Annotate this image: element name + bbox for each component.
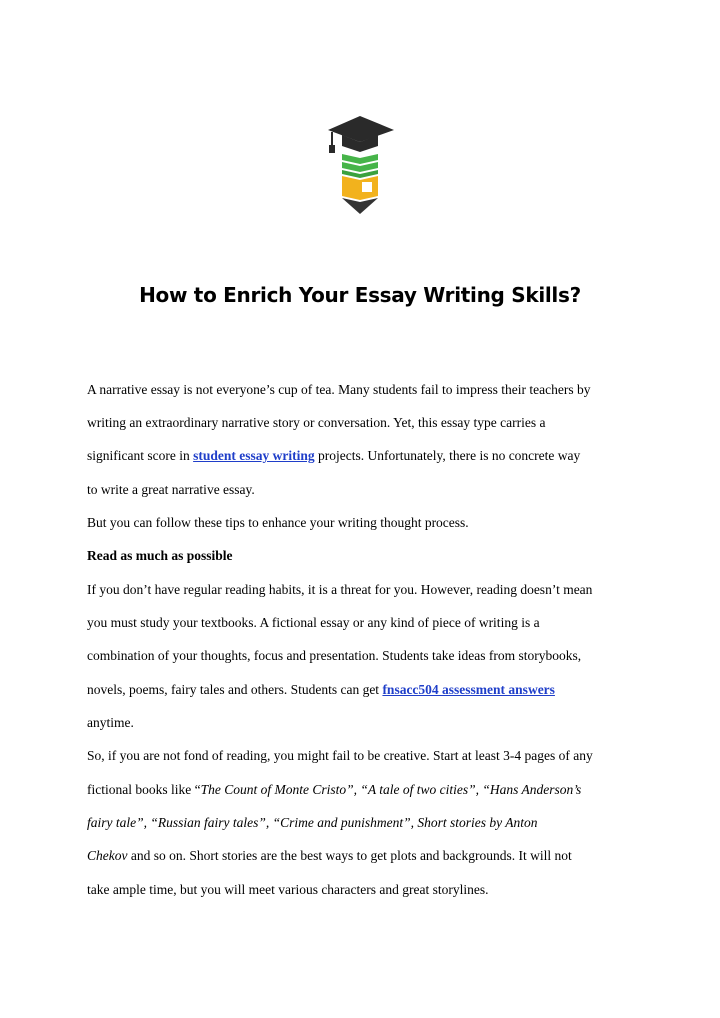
paragraph-3-line-3: combination of your thoughts, focus and presentation. Students take ideas from storybooks, [87,648,582,663]
fnsacc504-assessment-answers-link[interactable]: fnsacc504 assessment answers [382,682,555,697]
student-essay-writing-link[interactable]: student essay writing [193,448,315,463]
paragraph-1-line-1: A narrative essay is not everyone’s cup of tea. Many students fail to impress their teachers by [87,382,591,397]
text-span: and so on. Short stories are the best ways to get plots and backgrounds. It will not [127,848,572,863]
paragraph-3-line-5: anytime. [87,715,134,730]
paragraph-4-line-4 [87,848,572,864]
text-span: projects. Unfortunately, there is no concrete way [314,448,581,463]
section-heading: Read as much as possible [87,548,233,563]
text-span: significant score in [87,448,194,463]
paragraph-3-line-2: you must study your textbooks. A fictional essay or any kind of piece of writing is a [87,615,540,630]
italic-book-titles: The Count of Monte Cristo”, “A tale of two cities”, “Hans Anderson’s [200,782,582,797]
paragraph-4-line-3: fairy tale”, “Russian fairy tales”, “Crime and punishment”, Short stories by Anton [87,815,538,830]
paragraph-4-line-1: So, if you are not fond of reading, you might fail to be creative. Start at least 3-4 pages of any [87,748,593,763]
paragraph-3-line-4 [87,682,555,698]
paragraph-3-line-1: If you don’t have regular reading habits, it is a threat for you. However, reading doesn’t mean [87,582,593,597]
text-span: fictional books like “ [87,782,201,797]
graduation-pencil-logo-icon [318,110,398,214]
paragraph-1-line-3 [87,448,580,464]
italic-author-name: Chekov [87,848,128,863]
paragraph-4-line-2 [87,782,581,798]
page-title: How to Enrich Your Essay Writing Skills? [139,283,581,307]
paragraph-2: But you can follow these tips to enhance your writing thought process. [87,515,469,530]
text-span: novels, poems, fairy tales and others. Students can get [87,682,383,697]
paragraph-4-line-5: take ample time, but you will meet various characters and great storylines. [87,882,489,897]
paragraph-1-line-2: writing an extraordinary narrative story or conversation. Yet, this essay type carries a [87,415,546,430]
paragraph-1-line-4: to write a great narrative essay. [87,482,255,497]
